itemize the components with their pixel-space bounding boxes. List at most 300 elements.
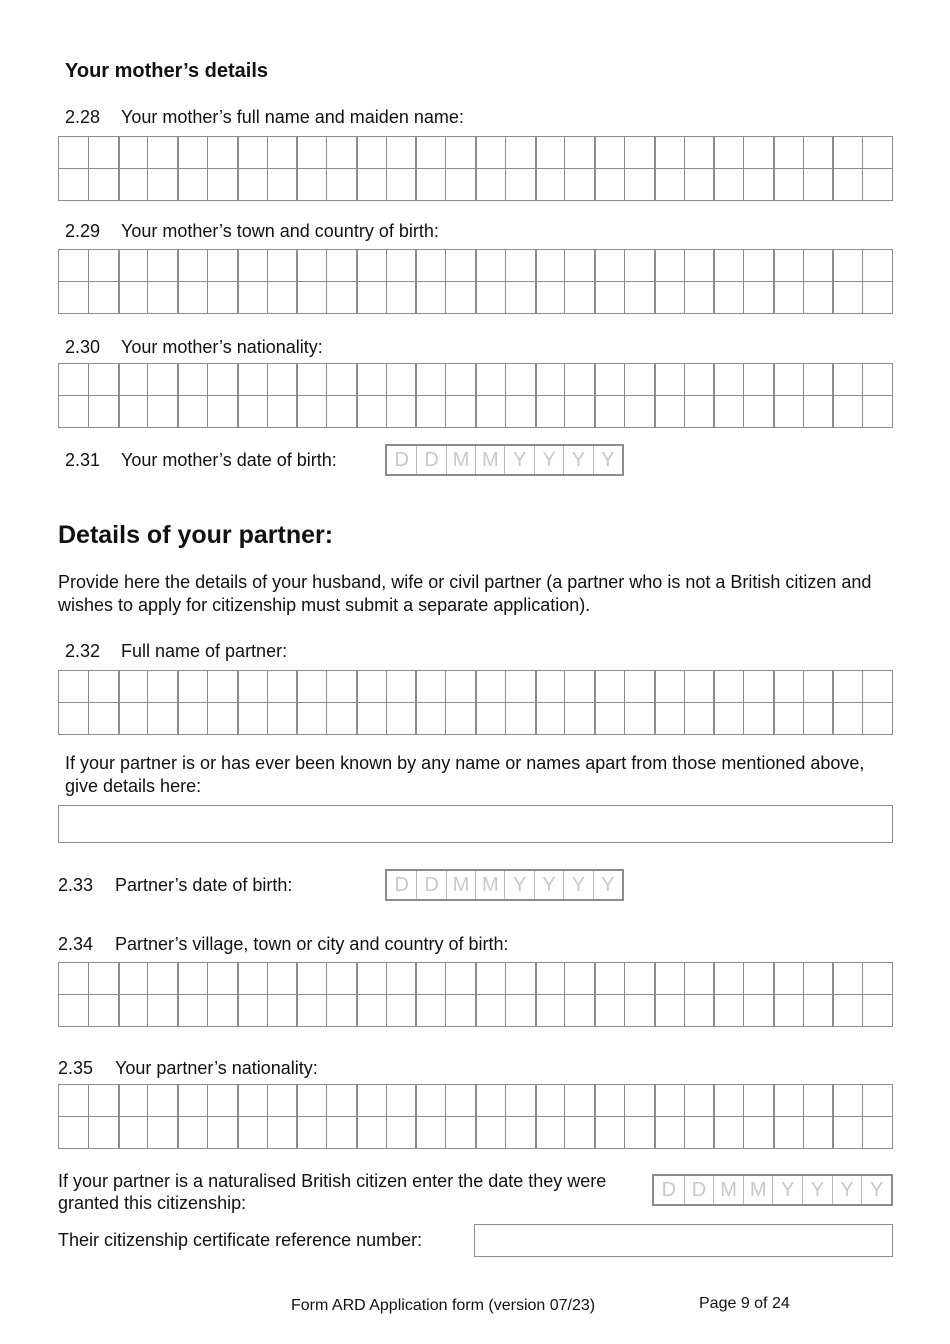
char-box[interactable] xyxy=(386,363,416,395)
char-box[interactable] xyxy=(207,702,237,734)
char-box[interactable] xyxy=(743,395,773,427)
date-digit-box[interactable]: M xyxy=(446,871,475,899)
char-box[interactable] xyxy=(386,281,416,313)
char-box[interactable] xyxy=(862,395,892,427)
char-box[interactable] xyxy=(326,702,356,734)
char-box[interactable] xyxy=(505,281,535,313)
char-box[interactable] xyxy=(386,702,416,734)
char-box[interactable] xyxy=(505,962,535,994)
char-box[interactable] xyxy=(773,670,803,702)
char-box[interactable] xyxy=(386,994,416,1026)
char-box[interactable] xyxy=(654,168,684,200)
char-box[interactable] xyxy=(207,670,237,702)
char-box[interactable] xyxy=(445,281,475,313)
char-box[interactable] xyxy=(535,249,565,281)
char-box[interactable] xyxy=(654,962,684,994)
mother-nationality-grid[interactable] xyxy=(58,363,893,428)
char-box[interactable] xyxy=(58,395,88,427)
char-box[interactable] xyxy=(267,136,297,168)
char-box[interactable] xyxy=(594,395,624,427)
char-box[interactable] xyxy=(58,249,88,281)
char-box[interactable] xyxy=(326,168,356,200)
char-box[interactable] xyxy=(118,1116,148,1148)
char-box[interactable] xyxy=(88,281,118,313)
char-box[interactable] xyxy=(564,363,594,395)
char-box[interactable] xyxy=(415,962,445,994)
char-box[interactable] xyxy=(713,1084,743,1116)
char-box[interactable] xyxy=(743,281,773,313)
char-box[interactable] xyxy=(475,670,505,702)
char-box[interactable] xyxy=(177,1084,207,1116)
char-box[interactable] xyxy=(326,670,356,702)
char-box[interactable] xyxy=(326,136,356,168)
char-box[interactable] xyxy=(773,1084,803,1116)
char-box[interactable] xyxy=(118,994,148,1026)
char-box[interactable] xyxy=(415,670,445,702)
char-box[interactable] xyxy=(475,962,505,994)
char-box[interactable] xyxy=(773,702,803,734)
char-box[interactable] xyxy=(118,136,148,168)
char-box[interactable] xyxy=(803,962,833,994)
char-box[interactable] xyxy=(296,962,326,994)
date-digit-box[interactable]: Y xyxy=(504,446,533,474)
char-box[interactable] xyxy=(356,363,386,395)
char-box[interactable] xyxy=(267,395,297,427)
char-box[interactable] xyxy=(88,962,118,994)
char-box[interactable] xyxy=(684,281,714,313)
char-box[interactable] xyxy=(684,670,714,702)
char-box[interactable] xyxy=(832,395,862,427)
date-digit-box[interactable]: Y xyxy=(832,1176,862,1204)
char-box[interactable] xyxy=(177,395,207,427)
char-box[interactable] xyxy=(356,994,386,1026)
char-box[interactable] xyxy=(803,395,833,427)
char-box[interactable] xyxy=(505,249,535,281)
char-box[interactable] xyxy=(207,962,237,994)
char-box[interactable] xyxy=(475,363,505,395)
char-box[interactable] xyxy=(445,136,475,168)
date-digit-box[interactable]: D xyxy=(394,874,409,896)
char-box[interactable] xyxy=(832,962,862,994)
date-digit-box[interactable]: Y xyxy=(772,1176,802,1204)
char-box[interactable] xyxy=(147,168,177,200)
char-box[interactable] xyxy=(386,136,416,168)
char-box[interactable] xyxy=(445,363,475,395)
char-box[interactable] xyxy=(803,363,833,395)
char-box[interactable] xyxy=(356,168,386,200)
char-box[interactable] xyxy=(356,136,386,168)
char-box[interactable] xyxy=(237,702,267,734)
char-box[interactable] xyxy=(743,168,773,200)
date-digit-box[interactable]: D xyxy=(416,446,445,474)
char-box[interactable] xyxy=(624,1084,654,1116)
char-box[interactable] xyxy=(535,168,565,200)
char-box[interactable] xyxy=(654,249,684,281)
char-box[interactable] xyxy=(862,962,892,994)
char-box[interactable] xyxy=(713,994,743,1026)
date-digit-box[interactable]: Y xyxy=(563,446,592,474)
char-box[interactable] xyxy=(505,702,535,734)
char-box[interactable] xyxy=(118,702,148,734)
char-box[interactable] xyxy=(147,670,177,702)
char-box[interactable] xyxy=(475,1084,505,1116)
char-box[interactable] xyxy=(654,281,684,313)
char-box[interactable] xyxy=(564,136,594,168)
char-box[interactable] xyxy=(475,1116,505,1148)
char-box[interactable] xyxy=(713,1116,743,1148)
char-box[interactable] xyxy=(326,249,356,281)
date-digit-box[interactable]: M xyxy=(475,871,504,899)
partner-name-grid[interactable] xyxy=(58,670,893,735)
char-box[interactable] xyxy=(475,249,505,281)
char-box[interactable] xyxy=(445,249,475,281)
char-box[interactable] xyxy=(267,168,297,200)
char-box[interactable] xyxy=(803,136,833,168)
char-box[interactable] xyxy=(88,1084,118,1116)
char-box[interactable] xyxy=(237,136,267,168)
char-box[interactable] xyxy=(713,670,743,702)
char-box[interactable] xyxy=(654,1116,684,1148)
char-box[interactable] xyxy=(832,702,862,734)
char-box[interactable] xyxy=(564,994,594,1026)
char-box[interactable] xyxy=(535,962,565,994)
char-box[interactable] xyxy=(713,249,743,281)
char-box[interactable] xyxy=(415,1116,445,1148)
char-box[interactable] xyxy=(594,136,624,168)
char-box[interactable] xyxy=(296,363,326,395)
char-box[interactable] xyxy=(296,670,326,702)
char-box[interactable] xyxy=(684,363,714,395)
char-box[interactable] xyxy=(654,363,684,395)
char-box[interactable] xyxy=(624,136,654,168)
char-box[interactable] xyxy=(505,136,535,168)
char-box[interactable] xyxy=(743,1116,773,1148)
char-box[interactable] xyxy=(296,281,326,313)
char-box[interactable] xyxy=(654,136,684,168)
char-box[interactable] xyxy=(743,670,773,702)
char-box[interactable] xyxy=(594,962,624,994)
char-box[interactable] xyxy=(505,994,535,1026)
char-box[interactable] xyxy=(654,670,684,702)
char-box[interactable] xyxy=(654,994,684,1026)
date-digit-box[interactable]: Y xyxy=(802,1176,832,1204)
char-box[interactable] xyxy=(237,168,267,200)
char-box[interactable] xyxy=(207,1116,237,1148)
char-box[interactable] xyxy=(773,363,803,395)
char-box[interactable] xyxy=(207,1084,237,1116)
char-box[interactable] xyxy=(713,702,743,734)
char-box[interactable] xyxy=(415,702,445,734)
char-box[interactable] xyxy=(773,962,803,994)
char-box[interactable] xyxy=(415,136,445,168)
mother-birthplace-grid[interactable] xyxy=(58,249,893,314)
char-box[interactable] xyxy=(147,702,177,734)
char-box[interactable] xyxy=(326,395,356,427)
char-box[interactable] xyxy=(237,962,267,994)
char-box[interactable] xyxy=(326,1084,356,1116)
char-box[interactable] xyxy=(415,168,445,200)
partner-nationality-grid[interactable] xyxy=(58,1084,893,1149)
char-box[interactable] xyxy=(743,962,773,994)
char-box[interactable] xyxy=(386,395,416,427)
char-box[interactable] xyxy=(535,1084,565,1116)
char-box[interactable] xyxy=(88,249,118,281)
char-box[interactable] xyxy=(624,994,654,1026)
char-box[interactable] xyxy=(505,168,535,200)
char-box[interactable] xyxy=(207,281,237,313)
char-box[interactable] xyxy=(535,136,565,168)
date-digit-box[interactable]: D xyxy=(416,871,445,899)
char-box[interactable] xyxy=(296,994,326,1026)
char-box[interactable] xyxy=(147,363,177,395)
date-digit-box[interactable]: D xyxy=(661,1179,677,1201)
char-box[interactable] xyxy=(326,281,356,313)
char-box[interactable] xyxy=(713,281,743,313)
char-box[interactable] xyxy=(564,962,594,994)
char-box[interactable] xyxy=(386,1116,416,1148)
char-box[interactable] xyxy=(147,136,177,168)
char-box[interactable] xyxy=(58,281,88,313)
char-box[interactable] xyxy=(535,702,565,734)
char-box[interactable] xyxy=(684,962,714,994)
char-box[interactable] xyxy=(177,249,207,281)
char-box[interactable] xyxy=(177,702,207,734)
char-box[interactable] xyxy=(743,994,773,1026)
char-box[interactable] xyxy=(743,136,773,168)
date-digit-box[interactable]: M xyxy=(446,446,475,474)
char-box[interactable] xyxy=(356,281,386,313)
char-box[interactable] xyxy=(624,395,654,427)
char-box[interactable] xyxy=(207,168,237,200)
char-box[interactable] xyxy=(535,1116,565,1148)
char-box[interactable] xyxy=(296,702,326,734)
char-box[interactable] xyxy=(475,702,505,734)
char-box[interactable] xyxy=(594,670,624,702)
char-box[interactable] xyxy=(88,395,118,427)
char-box[interactable] xyxy=(773,1116,803,1148)
char-box[interactable] xyxy=(564,702,594,734)
date-digit-box[interactable]: M xyxy=(743,1176,773,1204)
char-box[interactable] xyxy=(356,670,386,702)
char-box[interactable] xyxy=(743,249,773,281)
char-box[interactable] xyxy=(803,281,833,313)
char-box[interactable] xyxy=(147,1116,177,1148)
char-box[interactable] xyxy=(58,1116,88,1148)
char-box[interactable] xyxy=(743,363,773,395)
char-box[interactable] xyxy=(803,1116,833,1148)
date-digit-box[interactable]: Y xyxy=(534,871,563,899)
char-box[interactable] xyxy=(505,1116,535,1148)
char-box[interactable] xyxy=(832,168,862,200)
char-box[interactable] xyxy=(326,962,356,994)
char-box[interactable] xyxy=(267,1116,297,1148)
char-box[interactable] xyxy=(684,168,714,200)
char-box[interactable] xyxy=(58,168,88,200)
char-box[interactable] xyxy=(654,395,684,427)
char-box[interactable] xyxy=(147,249,177,281)
date-digit-box[interactable]: Y xyxy=(504,871,533,899)
mother-name-grid[interactable] xyxy=(58,136,893,201)
char-box[interactable] xyxy=(564,395,594,427)
char-box[interactable] xyxy=(862,281,892,313)
char-box[interactable] xyxy=(356,1116,386,1148)
char-box[interactable] xyxy=(177,670,207,702)
char-box[interactable] xyxy=(237,281,267,313)
char-box[interactable] xyxy=(445,1084,475,1116)
date-digit-box[interactable]: Y xyxy=(861,1176,891,1204)
char-box[interactable] xyxy=(445,168,475,200)
char-box[interactable] xyxy=(58,670,88,702)
char-box[interactable] xyxy=(88,994,118,1026)
char-box[interactable] xyxy=(356,962,386,994)
date-digit-box[interactable]: Y xyxy=(593,446,622,474)
char-box[interactable] xyxy=(147,395,177,427)
char-box[interactable] xyxy=(147,1084,177,1116)
char-box[interactable] xyxy=(594,1084,624,1116)
char-box[interactable] xyxy=(267,702,297,734)
char-box[interactable] xyxy=(326,1116,356,1148)
char-box[interactable] xyxy=(177,962,207,994)
char-box[interactable] xyxy=(445,395,475,427)
char-box[interactable] xyxy=(654,702,684,734)
char-box[interactable] xyxy=(594,702,624,734)
char-box[interactable] xyxy=(267,363,297,395)
date-digit-box[interactable]: Y xyxy=(563,871,592,899)
char-box[interactable] xyxy=(832,994,862,1026)
partner-birthplace-grid[interactable] xyxy=(58,962,893,1027)
char-box[interactable] xyxy=(713,363,743,395)
char-box[interactable] xyxy=(147,994,177,1026)
char-box[interactable] xyxy=(58,1084,88,1116)
char-box[interactable] xyxy=(237,670,267,702)
char-box[interactable] xyxy=(415,395,445,427)
char-box[interactable] xyxy=(594,1116,624,1148)
char-box[interactable] xyxy=(535,363,565,395)
char-box[interactable] xyxy=(505,670,535,702)
char-box[interactable] xyxy=(356,702,386,734)
char-box[interactable] xyxy=(58,994,88,1026)
char-box[interactable] xyxy=(118,962,148,994)
char-box[interactable] xyxy=(147,281,177,313)
char-box[interactable] xyxy=(773,136,803,168)
char-box[interactable] xyxy=(58,363,88,395)
char-box[interactable] xyxy=(713,168,743,200)
char-box[interactable] xyxy=(415,281,445,313)
char-box[interactable] xyxy=(207,136,237,168)
char-box[interactable] xyxy=(177,994,207,1026)
char-box[interactable] xyxy=(594,994,624,1026)
char-box[interactable] xyxy=(386,1084,416,1116)
char-box[interactable] xyxy=(743,1084,773,1116)
char-box[interactable] xyxy=(773,395,803,427)
char-box[interactable] xyxy=(386,962,416,994)
char-box[interactable] xyxy=(773,168,803,200)
char-box[interactable] xyxy=(237,994,267,1026)
char-box[interactable] xyxy=(296,249,326,281)
char-box[interactable] xyxy=(267,994,297,1026)
certificate-number-input[interactable] xyxy=(474,1224,893,1257)
char-box[interactable] xyxy=(356,395,386,427)
char-box[interactable] xyxy=(862,136,892,168)
char-box[interactable] xyxy=(415,249,445,281)
char-box[interactable] xyxy=(594,168,624,200)
char-box[interactable] xyxy=(862,363,892,395)
char-box[interactable] xyxy=(118,363,148,395)
char-box[interactable] xyxy=(594,363,624,395)
char-box[interactable] xyxy=(713,962,743,994)
char-box[interactable] xyxy=(88,670,118,702)
char-box[interactable] xyxy=(832,1084,862,1116)
char-box[interactable] xyxy=(535,395,565,427)
mother-dob-field[interactable] xyxy=(385,444,624,476)
char-box[interactable] xyxy=(88,168,118,200)
char-box[interactable] xyxy=(326,363,356,395)
char-box[interactable] xyxy=(207,994,237,1026)
char-box[interactable] xyxy=(415,994,445,1026)
char-box[interactable] xyxy=(564,1084,594,1116)
char-box[interactable] xyxy=(862,168,892,200)
char-box[interactable] xyxy=(118,670,148,702)
char-box[interactable] xyxy=(386,168,416,200)
char-box[interactable] xyxy=(475,168,505,200)
char-box[interactable] xyxy=(118,249,148,281)
char-box[interactable] xyxy=(803,994,833,1026)
char-box[interactable] xyxy=(624,962,654,994)
char-box[interactable] xyxy=(624,702,654,734)
char-box[interactable] xyxy=(832,670,862,702)
char-box[interactable] xyxy=(386,670,416,702)
char-box[interactable] xyxy=(177,1116,207,1148)
char-box[interactable] xyxy=(773,994,803,1026)
char-box[interactable] xyxy=(88,1116,118,1148)
char-box[interactable] xyxy=(475,136,505,168)
char-box[interactable] xyxy=(445,1116,475,1148)
char-box[interactable] xyxy=(147,962,177,994)
char-box[interactable] xyxy=(475,281,505,313)
partner-other-names-input[interactable] xyxy=(58,805,893,843)
char-box[interactable] xyxy=(326,994,356,1026)
date-digit-box[interactable]: M xyxy=(713,1176,743,1204)
char-box[interactable] xyxy=(445,702,475,734)
char-box[interactable] xyxy=(445,962,475,994)
char-box[interactable] xyxy=(624,670,654,702)
char-box[interactable] xyxy=(832,281,862,313)
char-box[interactable] xyxy=(88,136,118,168)
char-box[interactable] xyxy=(58,702,88,734)
char-box[interactable] xyxy=(237,249,267,281)
char-box[interactable] xyxy=(564,670,594,702)
char-box[interactable] xyxy=(832,249,862,281)
char-box[interactable] xyxy=(713,395,743,427)
char-box[interactable] xyxy=(267,249,297,281)
char-box[interactable] xyxy=(207,395,237,427)
char-box[interactable] xyxy=(118,1084,148,1116)
char-box[interactable] xyxy=(684,702,714,734)
char-box[interactable] xyxy=(773,249,803,281)
char-box[interactable] xyxy=(267,962,297,994)
char-box[interactable] xyxy=(356,249,386,281)
char-box[interactable] xyxy=(58,136,88,168)
char-box[interactable] xyxy=(684,395,714,427)
char-box[interactable] xyxy=(296,1116,326,1148)
date-digit-box[interactable]: Y xyxy=(593,871,622,899)
char-box[interactable] xyxy=(803,670,833,702)
char-box[interactable] xyxy=(535,281,565,313)
char-box[interactable] xyxy=(118,395,148,427)
char-box[interactable] xyxy=(594,281,624,313)
char-box[interactable] xyxy=(594,249,624,281)
char-box[interactable] xyxy=(445,670,475,702)
